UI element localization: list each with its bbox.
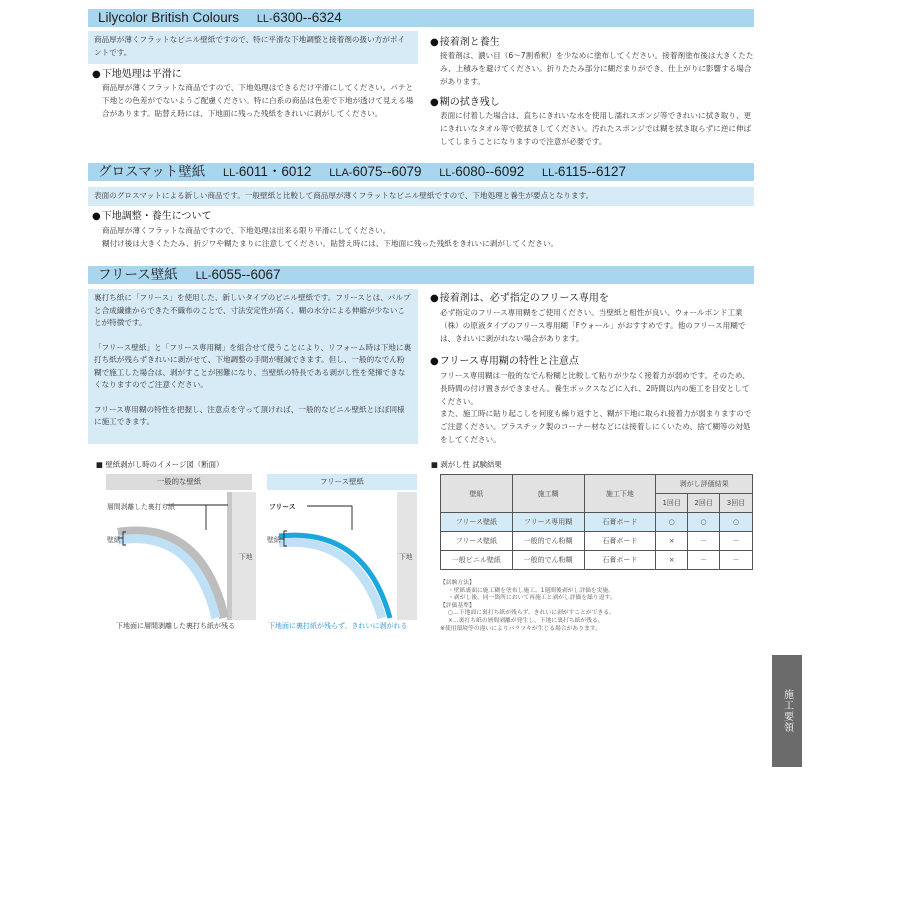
cell-substrate: 石膏ボード xyxy=(584,551,656,570)
cell-wallpaper: 一般ビニル壁紙 xyxy=(441,551,513,570)
table-row xyxy=(441,551,753,570)
notes-footnote: ※使用環境等の違いによりバラツキが生じる場合があります。 xyxy=(440,625,601,632)
item-heading: ●接着剤は、必ず指定のフリース専用を xyxy=(430,293,609,304)
callout-fleece: フリース xyxy=(269,503,296,511)
col-header-substrate: 施工下地 xyxy=(584,475,656,513)
notes-line: ・剥がし後、同一箇所において再施工と剥がし評価を繰り返す。 xyxy=(448,595,616,602)
item-body: フリース専用糊は一般的なでん粉糊と比較して粘りが少なく接着力が弱めです。そのため、長時間の付け置きができません。養生ボックスなどに入れ、2時間以内の施工を目安としてください。 xyxy=(440,371,750,406)
table-row xyxy=(441,513,753,532)
panel-label-standard: 一般的な壁紙 xyxy=(106,474,252,490)
caption-standard: 下地面に層間剥離した裏打ち紙が残る xyxy=(116,622,235,630)
item-body: また、施工時に貼り起こしを何度も繰り返すと、糊が下地に取られ接着力が弱まりますのでご注意ください。プラスチック製のコーナー材などには接着しにくいため、捨て糊等の対処をしてください。 xyxy=(440,409,752,444)
intro-box-fleece xyxy=(88,289,418,444)
product-code: LL-6080--6092 xyxy=(439,164,525,179)
intro-paragraph: 「フリース壁紙」と「フリース専用糊」を組合せて使うことにより、リフォーム時は下地に裏打ち紙が残らずきれいに剥がせて、下地調整の手間が軽減できます。但し、一般的なでん粉糊で施工した場合は、剥がすことが困難になり、当壁紙の特長である剥がし性を発揮できなくなりますのでご注意ください。 xyxy=(94,342,412,389)
cell-round-2: － xyxy=(688,551,720,570)
intro-box-british: 商品厚が薄くフラットなビニル壁紙ですので、特に平滑な下地調整と接着剤の扱い方がポイントです。 xyxy=(88,31,418,64)
section-title: グロスマット壁紙 xyxy=(98,164,206,179)
intro-paragraph: フリース専用糊の特性を把握し、注意点を守って頂ければ、一般的なビニル壁紙とほぼ同様に施工できます。 xyxy=(94,404,405,426)
col-header-round-3: 3回目 xyxy=(720,494,753,513)
diagram-title: ■ 壁紙剥がし時のイメージ図（断面） xyxy=(96,460,224,469)
notes-line: ×…裏打ち紙の層間剥離が発生し、下地に裏打ち紙が残る。 xyxy=(448,617,604,624)
panel-label-fleece: フリース壁紙 xyxy=(267,474,417,490)
cell-round-1: × xyxy=(656,551,688,570)
item-body: 必ず指定のフリース専用糊をご使用ください。当壁紙と相性が良い、ウォールボンド工業（株）の原液タイプのフリース専用糊「Fウォール」がおすすめです。他のフリース用糊では、きれいに剥がれない場合があります。 xyxy=(440,308,746,343)
results-table xyxy=(440,474,753,570)
substrate-label: 下地 xyxy=(239,553,253,561)
product-code: LLA-6075--6079 xyxy=(329,164,422,179)
product-code: LL-6011・6012 xyxy=(222,164,312,179)
cell-round-1: ○ xyxy=(656,513,688,532)
col-header-round-1: 1回目 xyxy=(656,494,688,513)
table-row xyxy=(441,532,753,551)
item-body-line: 商品厚が薄くフラットな商品ですので、下地処理は出来る限り平滑にしてください。 xyxy=(102,226,391,235)
col-header-glue: 施工糊 xyxy=(512,475,584,513)
cell-round-2: － xyxy=(688,532,720,551)
side-tab-construction-guide[interactable]: 施工要領 xyxy=(772,655,802,767)
product-code: LL-6300--6324 xyxy=(256,10,342,25)
callout-delaminated-backing: 層間剥離した裏打ち紙 xyxy=(107,503,175,511)
cell-round-1: × xyxy=(656,532,688,551)
intro-paragraph: 裏打ち紙に「フリース」を使用した、新しいタイプのビニル壁紙です。フリースとは、パルプと合成繊維からできた不織布のことで、寸法安定性が高く、糊の水分による伸縮が少ないことが特徴です。 xyxy=(94,293,411,327)
cell-round-2: ○ xyxy=(688,513,720,532)
cell-glue: 一般的でん粉糊 xyxy=(512,532,584,551)
intro-box-glossmat: 表面のグロスマットによる新しい商品です。一般壁紙と比較して商品厚が薄くフラットなビニル壁紙ですので、下地処理と養生が要点となります。 xyxy=(88,187,754,206)
notes-criteria-heading: 【評価基準】 xyxy=(440,602,475,609)
item-body-line: 糊付け後は大きくたたみ、折ジワや糊たまりに注意してください。貼替え時には、下地面に残った残紙をきれいに剥がしてください。 xyxy=(102,239,559,248)
test-notes xyxy=(440,580,616,633)
cell-round-3: － xyxy=(720,532,753,551)
col-header-wallpaper: 壁紙 xyxy=(441,475,513,513)
cell-glue: フリース専用糊 xyxy=(512,513,584,532)
section-header-fleece xyxy=(88,266,754,284)
col-header-eval: 剥がし評価結果 xyxy=(656,475,753,494)
item-body: 表面に付着した場合は、直ちにきれいな水を使用し濡れスポンジ等できれいに拭き取り、更にきれいなタオル等で乾拭きしてください。汚れたスポンジでは糊を拭き取らずに逆に伸ばしてしまうことになりますので注意が必要です。 xyxy=(440,111,752,146)
notes-method-heading: 【試験方法】 xyxy=(440,580,475,586)
item-heading: ●糊の拭き残し xyxy=(430,97,500,108)
substrate-label: 下地 xyxy=(399,553,413,561)
cell-substrate: 石膏ボード xyxy=(584,532,656,551)
section-header-glossmat xyxy=(88,163,754,181)
item-heading: ●下地調整・養生について xyxy=(92,211,212,222)
product-code: LL-6055--6067 xyxy=(195,267,281,282)
section-title: フリース壁紙 xyxy=(98,267,178,282)
cell-substrate: 石膏ボード xyxy=(584,513,656,532)
notes-line: ○…下地面に裏打ち紙が残らず、きれいに剥がすことができる。 xyxy=(448,610,615,617)
callout-wallpaper: 壁紙 xyxy=(267,536,281,544)
col-header-round-2: 2回目 xyxy=(688,494,720,513)
callout-wallpaper: 壁紙 xyxy=(107,536,121,544)
item-heading: ●フリース専用糊の特性と注意点 xyxy=(430,356,579,367)
cell-round-3: ○ xyxy=(720,513,753,532)
item-body: 商品厚が薄くフラットな商品ですので、下地処理はできるだけ平滑にしてください。パテと下地との色差がでないようご配慮ください。特に白系の商品は色差で下地が透けて見える場合があります。貼替え時には、下地面に残った残紙をきれいに剥がしてください。 xyxy=(102,83,414,118)
cell-wallpaper: フリース壁紙 xyxy=(441,532,513,551)
cell-wallpaper: フリース壁紙 xyxy=(441,513,513,532)
item-body: 接着剤は、濃い目（6～7割希釈）を少なめに塗布してください。接着剤塗布後は大きくたたみ、上積みを避けてください。折りたたみ部分に糊だまりができ、仕上がりに影響する場合があります。 xyxy=(440,51,754,86)
notes-line: ・壁紙裏面に施工糊を塗布し施工。1週間後剥がし評価を実施。 xyxy=(448,587,615,594)
item-heading: ●下地処理は平滑に xyxy=(92,69,182,80)
cell-round-3: － xyxy=(720,551,753,570)
caption-fleece: 下地面に裏打紙が残らず、きれいに剥がれる xyxy=(268,622,408,630)
section-title: Lilycolor British Colours xyxy=(98,10,240,25)
section-header-british xyxy=(88,9,754,27)
item-heading: ●接着剤と養生 xyxy=(430,37,500,48)
results-title: ■ 剥がし性 試験結果 xyxy=(431,460,502,469)
cell-glue: 一般的でん粉糊 xyxy=(512,551,584,570)
product-code: LL-6115--6127 xyxy=(542,164,626,179)
